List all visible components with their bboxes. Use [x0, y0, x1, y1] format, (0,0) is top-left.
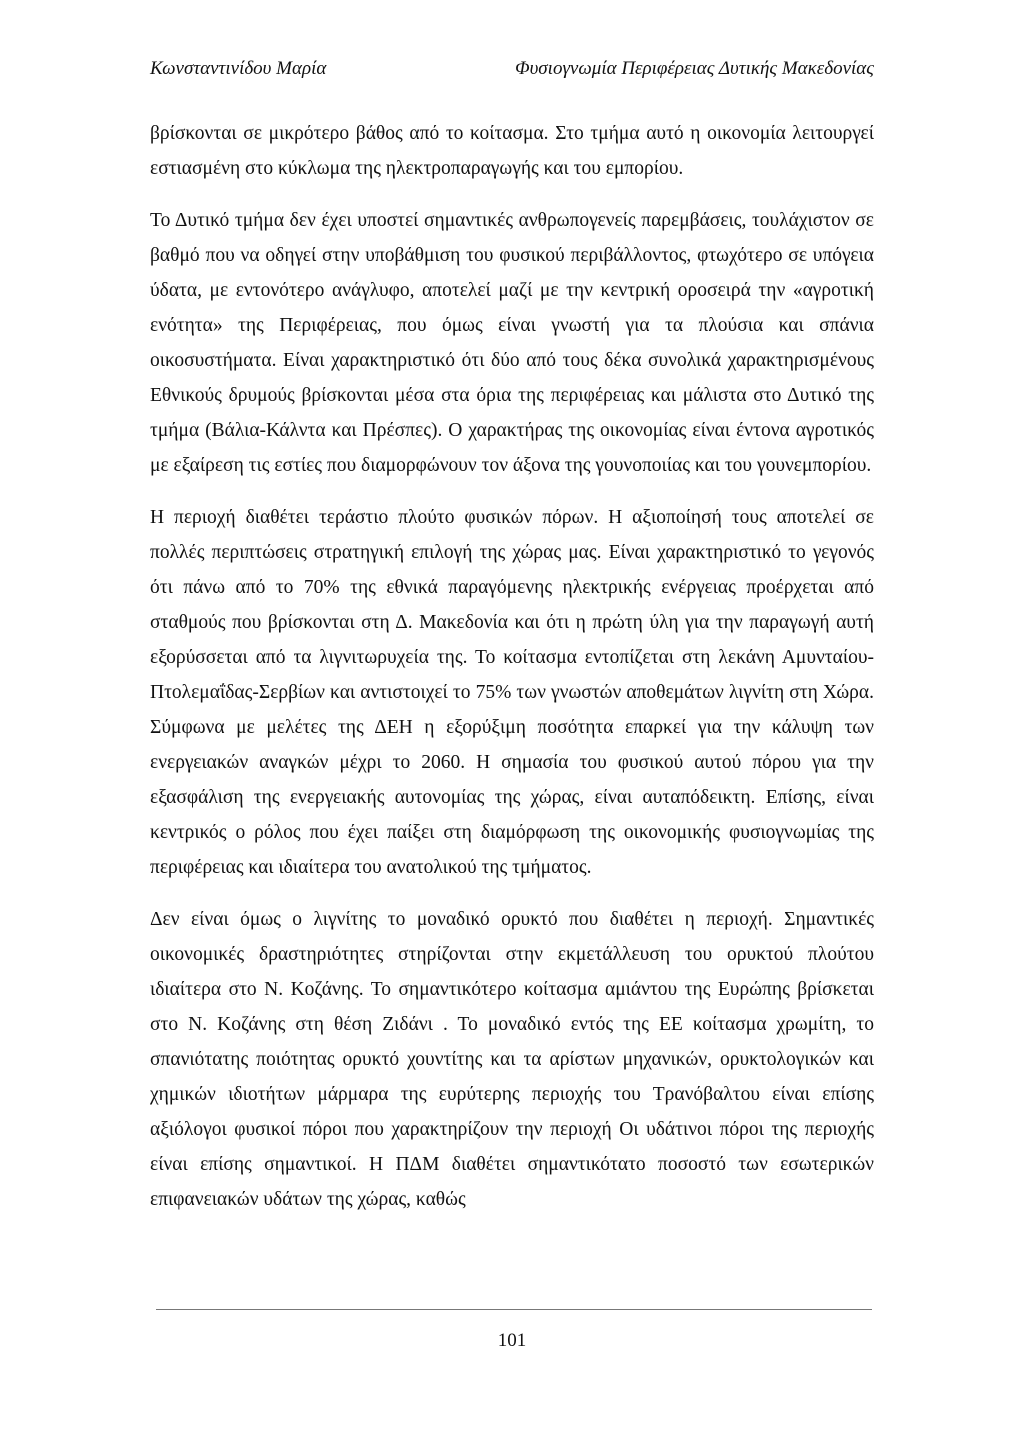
footer-divider — [156, 1309, 872, 1310]
paragraph: Το Δυτικό τμήμα δεν έχει υποστεί σημαντικές ανθρωπογενείς παρεμβάσεις, τουλάχιστον σε βαθμό που να οδηγεί στην υποβάθμιση του φυσικού περιβάλλοντος, φτωχότερο σε υπόγεια ύδατα, με εντονότερο ανάγλυφο, αποτελεί μαζί με την κεντρική οροσειρά την «αγροτική ενότητα» της Περιφέρειας, που όμως είναι γνωστή για τα πλούσια και σπάνια οικοσυστήματα. Είναι χαρακτηριστικό ότι δύο από τους δέκα συνολικά χαρακτηρισμένους Εθνικούς δρυμούς βρίσκονται μέσα στα όρια της περιφέρειας και μάλιστα στο Δυτικό της τμήμα (Βάλια-Κάλντα και Πρέσπες). Ο χαρακτήρας της οικονομίας είναι έντονα αγροτικός με εξαίρεση τις εστίες που διαμορφώνουν τον άξονα της γουνοποιίας και του γουνεμπορίου. — [150, 210, 874, 476]
paragraph: βρίσκονται σε μικρότερο βάθος από το κοίτασμα. Στο τμήμα αυτό η οικονομία λειτουργεί εστιασμένη στο κύκλωμα της ηλεκτροπαραγωγής και του εμπορίου. — [150, 123, 874, 179]
page-header — [150, 58, 874, 88]
body-text — [150, 116, 874, 1217]
page-number: 101 — [497, 1330, 527, 1351]
header-author: Κωνσταντινίδου Μαρία — [150, 58, 327, 79]
header-title: Φυσιογνωμία Περιφέρειας Δυτικής Μακεδονίας — [515, 58, 874, 79]
paragraph: Δεν είναι όμως ο λιγνίτης το μοναδικό ορυκτό που διαθέτει η περιοχή. Σημαντικές οικονομικές δραστηριότητες στηρίζονται στην εκμετάλλευση του ορυκτού πλούτου ιδιαίτερα στο Ν. Κοζάνης. Το σημαντικότερο κοίτασμα αμιάντου της Ευρώπης βρίσκεται στο Ν. Κοζάνης στη θέση Ζιδάνι . Το μοναδικό εντός της ΕΕ κοίτασμα χρωμίτη, το σπανιότατης ποιότητας ορυκτό χουντίτης και τα αρίστων μηχανικών, ορυκτολογικών και χημικών ιδιοτήτων μάρμαρα της ευρύτερης περιοχής του Τρανόβαλτου είναι επίσης αξιόλογοι φυσικοί πόροι που χαρακτηρίζουν την περιοχή Οι υδάτινοι πόροι της περιοχής είναι επίσης σημαντικοί. Η ΠΔΜ διαθέτει σημαντικότατο ποσοστό των εσωτερικών επιφανειακών υδάτων της χώρας, καθώς — [150, 909, 874, 1210]
paragraph: Η περιοχή διαθέτει τεράστιο πλούτο φυσικών πόρων. Η αξιοποίησή τους αποτελεί σε πολλές περιπτώσεις στρατηγική επιλογή της χώρας μας. Είναι χαρακτηριστικό το γεγονός ότι πάνω από το 70% της εθνικά παραγόμενης ηλεκτρικής ενέργειας προέρχεται από σταθμούς που βρίσκονται στη Δ. Μακεδονία και ότι η πρώτη ύλη για την παραγωγή αυτή εξορύσσεται από τα λιγνιτωρυχεία της. Το κοίτασμα εντοπίζεται στη λεκάνη Αμυνταίου-Πτολεμαΐδας-Σερβίων και αντιστοιχεί το 75% των γνωστών αποθεμάτων λιγνίτη στη Χώρα. Σύμφωνα με μελέτες της ΔΕΗ η εξορύξιμη ποσότητα επαρκεί για την κάλυψη των ενεργειακών αναγκών μέχρι το 2060. Η σημασία του φυσικού αυτού πόρου για την εξασφάλιση της ενεργειακής αυτονομίας της χώρας, είναι αυταπόδεικτη. Επίσης, είναι κεντρικός ο ρόλος που έχει παίξει στη διαμόρφωση της οικονομικής φυσιογνωμίας της περιφέρειας και ιδιαίτερα του ανατολικού της τμήματος. — [150, 507, 874, 878]
